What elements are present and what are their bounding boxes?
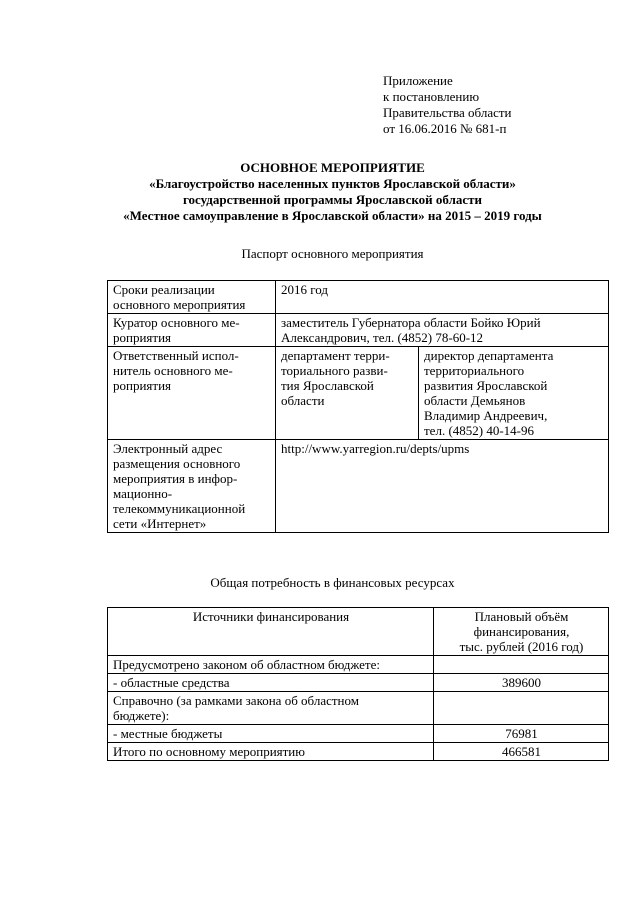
text-line: Сроки реализации	[113, 282, 215, 297]
row-value	[276, 281, 609, 314]
appendix-line: от 16.06.2016 № 681-п	[383, 121, 507, 136]
text-line: бюджете):	[113, 708, 170, 723]
text-line: развития Ярославской	[424, 378, 548, 393]
table-row	[108, 656, 609, 674]
text-line: телекоммуникационной	[113, 501, 246, 516]
text-line: Ответственный испол-	[113, 348, 239, 363]
text-line: - областные средства	[113, 675, 230, 690]
text-line: Справочно (за рамками закона об областном	[113, 693, 359, 708]
text-line: области	[281, 393, 325, 408]
text-line: Владимир Андреевич,	[424, 408, 548, 423]
text-line: Итого по основному мероприятию	[113, 744, 305, 759]
row-value	[419, 347, 609, 440]
text-line: сети «Интернет»	[113, 516, 207, 531]
table-row	[108, 743, 609, 761]
appendix-note	[383, 73, 613, 137]
row-value	[276, 440, 609, 533]
row-label	[108, 440, 276, 533]
row-amount	[434, 656, 609, 674]
appendix-line: к постановлению	[383, 89, 480, 104]
row-label	[108, 692, 434, 725]
text-line: основного мероприятия	[113, 297, 246, 312]
row-value	[276, 314, 609, 347]
text-line: роприятия	[113, 378, 172, 393]
passport-table	[107, 280, 609, 533]
text-line: 2016 год	[281, 282, 328, 297]
table-row	[108, 281, 609, 314]
table-row	[108, 692, 609, 725]
table-row	[108, 725, 609, 743]
text-line: нитель основного ме-	[113, 363, 233, 378]
row-label	[108, 281, 276, 314]
row-value	[276, 347, 419, 440]
text-line: области Демьянов	[424, 393, 526, 408]
column-header-source: Источники финансирования	[108, 608, 434, 656]
finance-table	[107, 607, 609, 761]
passport-heading: Паспорт основного мероприятия	[241, 246, 424, 261]
table-header-row	[108, 608, 609, 656]
text-line: Плановый объём	[474, 609, 569, 624]
text-line: финансирования,	[473, 624, 570, 639]
text-line: заместитель Губернатора области Бойко Юрий	[281, 315, 541, 330]
title-line: «Благоустройство населенных пунктов Ярославской области»	[149, 176, 516, 191]
title-line: государственной программы Ярославской области	[182, 192, 483, 207]
text-line: размещения основного	[113, 456, 241, 471]
table-row	[108, 440, 609, 533]
row-label	[108, 347, 276, 440]
text-line: Куратор основного ме-	[113, 315, 240, 330]
row-amount: 76981	[434, 725, 609, 743]
row-amount: 466581	[434, 743, 609, 761]
table-row	[108, 674, 609, 692]
row-label	[108, 656, 434, 674]
column-header-amount	[434, 608, 609, 656]
text-line: мероприятия в инфор-	[113, 471, 238, 486]
text-line: департамент терри-	[281, 348, 390, 363]
row-label	[108, 725, 434, 743]
row-label	[108, 743, 434, 761]
text-line: ториального разви-	[281, 363, 388, 378]
text-line: роприятия	[113, 330, 172, 345]
text-line: Предусмотрено законом об областном бюджете:	[113, 657, 380, 672]
finance-heading: Общая потребность в финансовых ресурсах	[210, 575, 455, 590]
row-amount	[434, 692, 609, 725]
row-label	[108, 314, 276, 347]
text-line: тел. (4852) 40-14-96	[424, 423, 535, 438]
title-line: «Местное самоуправление в Ярославской области» на 2015 – 2019 годы	[123, 208, 542, 223]
text-line: территориального	[424, 363, 525, 378]
text-line: Электронный адрес	[113, 441, 223, 456]
text-line: Александрович, тел. (4852) 78-60-12	[281, 330, 484, 345]
text-line: тыс. рублей (2016 год)	[459, 639, 584, 654]
document-title	[60, 160, 605, 224]
row-label	[108, 674, 434, 692]
appendix-line: Правительства области	[383, 105, 512, 120]
text-line: - местные бюджеты	[113, 726, 223, 741]
appendix-line: Приложение	[383, 73, 453, 88]
text-line: директор департамента	[424, 348, 554, 363]
text-line: мационно-	[113, 486, 173, 501]
row-amount: 389600	[434, 674, 609, 692]
table-row	[108, 314, 609, 347]
table-row	[108, 347, 609, 440]
text-line: тия Ярославской	[281, 378, 374, 393]
text-line: http://www.yarregion.ru/depts/upms	[281, 441, 470, 456]
title-line: ОСНОВНОЕ МЕРОПРИЯТИЕ	[240, 160, 425, 175]
